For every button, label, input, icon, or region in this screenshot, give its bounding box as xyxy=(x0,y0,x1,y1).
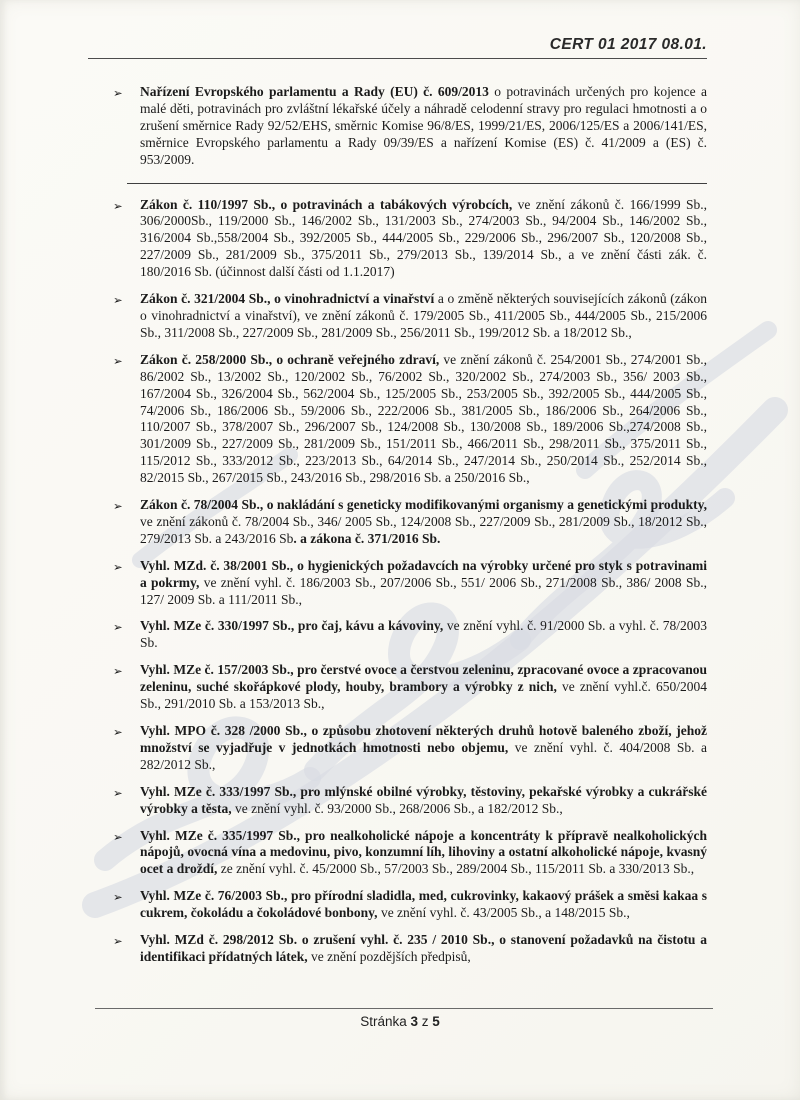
footer-total-pages: 5 xyxy=(432,1014,440,1029)
item-body-segment: ve znění vyhl. č. 91/2000 Sb. a vyhl. č. 78/2003 Sb. xyxy=(140,618,707,651)
list-item xyxy=(113,618,707,652)
item-title-segment: . a zákona č. 371/2016 Sb. xyxy=(293,530,441,546)
item-title-segment: Zákon č. 258/2000 Sb., o ochraně veřejného zdraví, xyxy=(140,351,440,367)
item-title-segment: Vyhl. MZe č. 76/2003 Sb., pro přírodní sladidla, med, cukrovinky, kakaový prášek a směsi kakaa s cukrem, čokoládu a čokoládové bonbony, xyxy=(140,888,707,921)
item-title-segment: Zákon č. 78/2004 Sb., o nakládání s geneticky modifikovanými organismy a genetickými produkty, xyxy=(140,497,707,513)
bullet-arrow-icon: ➢ xyxy=(113,620,123,635)
bullet-arrow-icon: ➢ xyxy=(113,785,123,800)
list-item xyxy=(113,888,707,922)
bullet-arrow-icon: ➢ xyxy=(113,829,123,844)
bullet-arrow-icon: ➢ xyxy=(113,664,123,679)
list-item xyxy=(113,828,707,879)
list-item xyxy=(113,784,707,818)
item-title-segment: Zákon č. 110/1997 Sb., o potravinách a tabákových výrobcích, xyxy=(140,196,513,212)
item-title-segment: Vyhl. MZd. č. 38/2001 Sb., o hygienických požadavcích na výrobky určené pro styk s potravinami a pokrmy, xyxy=(140,557,707,590)
bullet-arrow-icon: ➢ xyxy=(113,499,123,514)
item-body-segment: ve znění zákonů č. 78/2004 Sb., 346/ 2005 Sb., 124/2008 Sb., 227/2009 Sb., 281/2009 Sb., 18/2012 Sb., 279/2013 Sb. a 243/2016 Sb xyxy=(140,513,707,546)
item-body-segment: ve znění vyhl. č. 186/2003 Sb., 207/2006 Sb., 551/ 2006 Sb., 271/2008 Sb., 386/ 2008 Sb., 127/ 2009 Sb. a 111/2011 Sb., xyxy=(140,574,707,607)
list-item xyxy=(113,291,707,342)
item-body-segment: ve znění vyhl. č. 93/2000 Sb., 268/2006 Sb., a 182/2012 Sb., xyxy=(231,800,563,816)
item-text xyxy=(140,291,707,342)
item-text xyxy=(140,662,707,713)
list-item xyxy=(113,723,707,774)
item-body-segment: ve znění vyhl.č. 650/2004 Sb., 291/2010 Sb. a 153/2013 Sb., xyxy=(140,679,707,712)
section-divider xyxy=(127,183,707,184)
item-body-segment: ve znění zákonů č. 166/1999 Sb., 306/2000Sb., 119/2000 Sb., 146/2002 Sb., 131/2003 Sb., 274/2003 Sb., 94/2004 Sb., 146/2002 Sb., 316/2004 Sb.,558/2004 Sb., 392/2005 Sb., 444/2005 Sb., 229/2006 Sb., 296/2007 Sb., 120/2008 Sb., 227/2009 Sb., 281/2009 Sb., 375/2011 Sb., 279/2013 Sb., 139/2014 Sb., a ve znění části zák. č. 180/2016 Sb. (účinnost další části od 1.1.2017) xyxy=(140,196,707,280)
list-item xyxy=(113,662,707,713)
item-text xyxy=(140,828,707,879)
footer-label: Stránka xyxy=(360,1014,411,1029)
item-text xyxy=(140,197,707,282)
bullet-arrow-icon: ➢ xyxy=(113,353,123,368)
item-text xyxy=(140,723,707,774)
bullet-arrow-icon: ➢ xyxy=(113,934,123,949)
item-body-segment: ve znění zákonů č. 254/2001 Sb., 274/2001 Sb., 86/2002 Sb., 13/2002 Sb., 120/2002 Sb., 76/2002 Sb., 320/2002 Sb., 274/2003 Sb., 356/ 2003 Sb., 167/2004 Sb., 326/2004 Sb., 562/2004 Sb., 125/2005 Sb., 253/2005 Sb., 392/2005 Sb., 444/2005 Sb., 74/2006 Sb., 186/2006 Sb., 59/2006 Sb., 222/2006 Sb., 381/2005 Sb., 186/2006 Sb., 264/2006 Sb., 110/2007 Sb., 378/2007 Sb., 296/2007 Sb., 124/2008 Sb., 130/2008 Sb., 189/2006 Sb.,274/2008 Sb., 301/2009 Sb., 227/2009 Sb., 281/2009 Sb., 151/2011 Sb., 466/2011 Sb., 298/2011 Sb., 375/2011 Sb., 115/2012 Sb., 333/2012 Sb., 223/2013 Sb., 64/2014 Sb., 247/2014 Sb., 250/2014 Sb., 252/2014 Sb., 82/2015 Sb., 267/2015 Sb., 243/2016 Sb., 298/2016 Sb. a 250/2016 Sb., xyxy=(140,351,707,486)
item-text xyxy=(140,84,707,169)
bullet-arrow-icon: ➢ xyxy=(113,890,123,905)
list-item xyxy=(113,558,707,609)
bullet-arrow-icon: ➢ xyxy=(113,725,123,739)
item-text xyxy=(140,352,707,487)
item-title-segment: Vyhl. MZe č. 333/1997 Sb., pro mlýnské obilné výrobky, těstoviny, pekařské výrobky a cukrářské výrobky a těsta, xyxy=(140,783,707,816)
regulation-list xyxy=(113,84,707,976)
item-title-segment: Vyhl. MZe č. 157/2003 Sb., pro čerstvé ovoce a čerstvou zeleninu, zpracované ovoce a zpracovanou zeleninu, suché skořápkové plody, houby, brambory a výrobky z nich, xyxy=(140,662,707,695)
bullet-arrow-icon: ➢ xyxy=(113,86,123,100)
item-title-segment: Vyhl. MZe č. 335/1997 Sb., pro nealkoholické nápoje a koncentráty k přípravě nealkoholických nápojů, ovocná vína a medovinu, pivo, konzumní líh, lihoviny a ostatní alkoholické nápoje, kvasný ocet a droždí, xyxy=(140,827,707,877)
item-body-segment: a o změně některých souvisejících zákonů (zákon o vinohradnictví a vinařství), ve znění zákonů č. 179/2005 Sb., 411/2005 Sb., 444/2005 Sb., 215/2006 Sb., 311/2008 Sb., 227/2009 Sb., 281/2009 Sb., 256/2011 Sb., 199/2012 Sb. a 18/2012 Sb., xyxy=(140,291,707,340)
item-text xyxy=(140,618,707,652)
footer-current-page: 3 xyxy=(410,1014,418,1029)
item-text xyxy=(140,888,707,922)
list-item xyxy=(113,197,707,282)
document-code: CERT 01 2017 08.01. xyxy=(549,36,707,53)
footer-of-word: z xyxy=(418,1014,433,1029)
list-item xyxy=(113,84,707,169)
page-number-footer xyxy=(0,1014,800,1029)
footer-rule xyxy=(95,1008,713,1009)
item-text xyxy=(140,784,707,818)
item-text xyxy=(140,497,707,548)
item-title-segment: Nařízení Evropského parlamentu a Rady (EU) č. 609/2013 xyxy=(140,84,489,99)
item-title-segment: Zákon č. 321/2004 Sb., o vinohradnictví a vinařství xyxy=(140,291,435,307)
list-item xyxy=(113,497,707,548)
list-item xyxy=(113,352,707,487)
bullet-arrow-icon: ➢ xyxy=(113,559,123,574)
item-title-segment: Vyhl. MZe č. 330/1997 Sb., pro čaj, kávu a kávoviny, xyxy=(140,618,444,634)
bullet-arrow-icon: ➢ xyxy=(113,293,123,308)
item-text xyxy=(140,558,707,609)
item-body-segment: ve znění vyhl. č. 404/2008 Sb. a 282/2012 Sb., xyxy=(140,739,707,772)
item-text xyxy=(140,932,707,966)
item-body-segment: ze znění vyhl. č. 45/2000 Sb., 57/2003 Sb., 289/2004 Sb., 115/2011 Sb. a 330/2013 Sb., xyxy=(217,861,695,877)
item-title-segment: Vyhl. MPO č. 328 /2000 Sb., o způsobu zhotovení některých druhů hotově baleného zboží, jehož množství se vyjadřuje v jednotkách hmotnosti nebo objemu, xyxy=(140,723,707,755)
list-item xyxy=(113,932,707,966)
item-title-segment: Vyhl. MZd č. 298/2012 Sb. o zrušení vyhl. č. 235 / 2010 Sb., o stanovení požadavků na čistotu a identifikaci přídatných látek, xyxy=(140,932,707,964)
item-body-segment: ve znění vyhl. č. 43/2005 Sb., a 148/2015 Sb., xyxy=(377,905,630,921)
item-body-segment: o potravinách určených pro kojence a malé děti, potravinách pro zvláštní lékařské účely a náhradě celodenní stravy pro regulaci hmotnosti a o zrušení směrnice Rady 92/52/EHS, směrnic Komise 96/8/ES, 1999/21/ES, 2006/125/ES a 2006/141/ES, směrnice Evropského parlamentu a Rady 09/39/ES a nařízení Komise (ES) č. 41/2009 a (ES) č. 953/2009. xyxy=(140,84,707,167)
bullet-arrow-icon: ➢ xyxy=(113,198,123,213)
item-body-segment: ve znění pozdějších předpisů, xyxy=(307,948,471,964)
header-rule xyxy=(88,58,707,59)
